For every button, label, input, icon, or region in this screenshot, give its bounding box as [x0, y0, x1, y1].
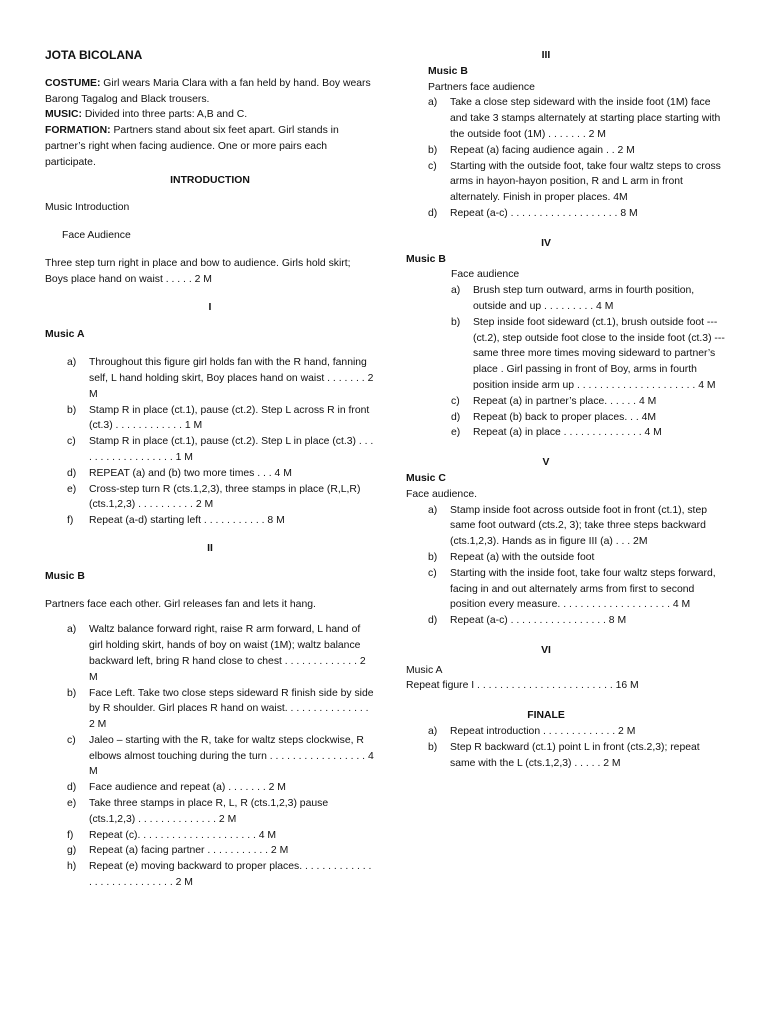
step-text: Repeat (b) back to proper places. . . 4M: [473, 411, 657, 423]
step-text: Waltz balance forward right, raise R arm forward, L hand of girl holding skirt, hands of boy on waist (1M); waltz balance backward left, bring R hand close to chest . . . . . . . . . . . . . 2 M: [89, 624, 366, 683]
step-text: Stamp R in place (ct.1), pause (ct.2). Step L in place (ct.3) . . . . . . . . . . . . . . . . . . 1 M: [89, 436, 374, 463]
list-item: [67, 403, 375, 435]
document-title: JOTA BICOLANA: [45, 48, 143, 62]
step-marker: a): [451, 285, 461, 297]
list-item: [451, 410, 726, 426]
step-text: Repeat (e) moving backward to proper places. . . . . . . . . . . . . . . . . . . . . . . . . . . . 2 M: [89, 861, 372, 889]
formation-label: FORMATION:: [45, 125, 111, 137]
list-item: [67, 733, 375, 780]
step-marker: d): [67, 782, 77, 794]
step-text: Repeat (a) with the outside foot: [450, 551, 595, 563]
formation-text: Partners stand about six feet apart. Girl stands in partner’s right when facing audience. One or more pairs each participate.: [45, 125, 339, 168]
step-text: Repeat (a-d) starting left . . . . . . . . . . . 8 M: [89, 515, 285, 527]
list-item: [428, 95, 726, 142]
step-text: Cross-step turn R (cts.1,2,3), three stamps in place (R,L,R) (cts.1,2,3) . . . . . . . . . . 2 M: [89, 483, 361, 511]
figure-6-music: Music A: [406, 664, 443, 676]
step-text: Repeat (a-c) . . . . . . . . . . . . . . . . . 8 M: [450, 615, 627, 627]
list-item: [451, 394, 726, 410]
step-marker: b): [67, 687, 77, 699]
list-item: [428, 206, 726, 222]
figure-4-heading: IV: [541, 237, 551, 249]
figure-4-description: Face audience: [451, 269, 520, 281]
step-marker: c): [451, 395, 460, 407]
step-marker: b): [428, 551, 438, 563]
list-item: [428, 550, 726, 566]
list-item: [451, 283, 726, 315]
step-marker: e): [451, 427, 461, 439]
list-item: [428, 143, 726, 159]
figure-3-heading: III: [541, 50, 551, 61]
figure-1-steps: [45, 355, 375, 529]
figure-5-steps: [406, 503, 726, 629]
step-marker: b): [67, 404, 77, 416]
step-text: Stamp R in place (ct.1), pause (ct.2). Step L across R in front (ct.3) . . . . . . . . . . . . 1 M: [89, 404, 370, 432]
step-text: Stamp inside foot across outside foot in front (ct.1), step same foot outward (cts.2, 3); take three steps backward (cts.1,2,3). Hands as in figure III (a) . . . 2M: [450, 504, 708, 548]
step-marker: f): [67, 515, 74, 527]
step-marker: c): [67, 436, 76, 448]
figure-4-steps: [451, 283, 726, 441]
face-audience-label: Face Audience: [62, 230, 131, 242]
figure-2-steps: [45, 622, 375, 891]
step-text: Take three stamps in place R, L, R (cts.1,2,3) pause (cts.1,2,3) . . . . . . . . . . . . . . 2 M: [89, 798, 329, 825]
list-item: [67, 686, 375, 733]
formation-paragraph: [45, 123, 375, 170]
figure-2-description: Partners face each other. Girl releases fan and lets it hang.: [45, 598, 316, 610]
figure-2-heading: II: [207, 542, 213, 554]
figure-6-heading: VI: [541, 644, 551, 656]
list-item: [67, 622, 375, 685]
list-item: [428, 724, 726, 740]
list-item: [428, 503, 726, 550]
step-marker: e): [67, 798, 77, 810]
music-label: MUSIC:: [45, 109, 82, 121]
figure-3-music: Music B: [428, 65, 468, 77]
music-paragraph: [45, 107, 375, 123]
step-marker: a): [428, 726, 438, 738]
step-text: Jaleo – starting with the R, take for waltz steps clockwise, R elbows almost touching during the turn . . . . . . . . . . . . . . . . . 4 M: [89, 734, 374, 778]
step-marker: a): [428, 97, 438, 109]
introduction-heading: INTRODUCTION: [170, 174, 250, 186]
step-marker: d): [428, 615, 438, 627]
list-item: [67, 828, 375, 844]
costume-text: Girl wears Maria Clara with a fan held by hand. Boy wears Barong Tagalog and Black trousers.: [45, 77, 371, 105]
figure-1-music: Music A: [45, 329, 85, 341]
step-text: Starting with the outside foot, take four waltz steps to cross arms in hayon-hayon position, R and L arm in front alternately. Finish in proper places. 4M: [450, 160, 721, 204]
list-item: [451, 315, 726, 394]
list-item: [428, 566, 726, 613]
costume-label: COSTUME:: [45, 77, 101, 89]
finale-steps: [406, 724, 726, 771]
list-item: [67, 466, 375, 482]
list-item: [67, 843, 375, 859]
step-text: Take a close step sideward with the inside foot (1M) face and take 3 stamps alternately at starting place starting with the outside foot (1M) . . . . . . . 2 M: [450, 97, 721, 140]
step-marker: b): [428, 741, 438, 753]
list-item: [67, 513, 375, 529]
step-text: Repeat introduction . . . . . . . . . . . . . 2 M: [450, 726, 636, 738]
figure-5-description: Face audience.: [406, 488, 478, 500]
step-marker: d): [428, 207, 438, 219]
list-item: [67, 796, 375, 828]
step-text: Step R backward (ct.1) point L in front (cts.2,3); repeat same with the L (cts.1,2,3) . . . . . 2 M: [450, 741, 700, 769]
step-marker: a): [428, 504, 438, 516]
list-item: [451, 425, 726, 441]
figure-6-description: Repeat figure I . . . . . . . . . . . . . . . . . . . . . . . . 16 M: [406, 680, 639, 692]
list-item: [67, 780, 375, 796]
step-text: REPEAT (a) and (b) two more times . . . 4 M: [89, 467, 292, 479]
right-column: [406, 48, 726, 771]
step-marker: a): [67, 357, 77, 369]
step-text: Face Left. Take two close steps sideward R finish side by side by R shoulder. Girl places R hand on waist. . . . . . . . . . . . . . . 2 M: [89, 687, 374, 731]
step-marker: a): [67, 624, 77, 636]
music-introduction: Music Introduction: [45, 202, 130, 214]
step-text: Face audience and repeat (a) . . . . . . . 2 M: [89, 782, 286, 794]
list-item: [428, 740, 726, 772]
step-text: Repeat (a) in place . . . . . . . . . . . . . . 4 M: [473, 427, 662, 439]
step-marker: d): [67, 467, 77, 479]
list-item: [428, 159, 726, 206]
figure-4-music: Music B: [406, 253, 446, 265]
figure-5-music: Music C: [406, 472, 446, 484]
step-text: Repeat (a) facing audience again . . 2 M: [450, 144, 635, 156]
step-text: Repeat (a) facing partner . . . . . . . . . . . 2 M: [89, 845, 289, 857]
step-marker: c): [428, 567, 437, 579]
step-marker: b): [451, 316, 461, 328]
step-marker: g): [67, 845, 77, 857]
step-marker: h): [67, 861, 77, 873]
list-item: [67, 355, 375, 402]
step-text: Repeat (c). . . . . . . . . . . . . . . . . . . . . 4 M: [89, 829, 277, 841]
step-marker: e): [67, 483, 77, 495]
step-marker: f): [67, 829, 74, 841]
list-item: [67, 434, 375, 466]
list-item: [67, 482, 375, 514]
figure-5-heading: V: [542, 457, 550, 469]
step-marker: c): [428, 160, 437, 172]
step-text: Repeat (a) in partner’s place. . . . . . 4 M: [473, 395, 657, 407]
figure-1-heading: I: [208, 301, 212, 313]
introduction-description: Three step turn right in place and bow to audience. Girls hold skirt; Boys place hand on waist . . . . . 2 M: [45, 257, 351, 285]
list-item: [428, 613, 726, 629]
step-text: Starting with the inside foot, take four waltz steps forward, facing in and out alternately arms from first to second position every measure. . . . . . . . . . . . . . . . . . . . 4 M: [450, 567, 716, 611]
step-text: Repeat (a-c) . . . . . . . . . . . . . . . . . . . 8 M: [450, 207, 638, 219]
step-marker: c): [67, 734, 76, 746]
left-column: [45, 48, 375, 891]
finale-heading: FINALE: [527, 710, 565, 722]
costume-paragraph: [45, 76, 375, 108]
music-text: Divided into three parts: A,B and C.: [81, 109, 248, 121]
step-text: Throughout this figure girl holds fan with the R hand, fanning self, L hand holding skirt, Boy places hand on waist . . . . . . . 2 M: [89, 357, 374, 400]
figure-3-description: Partners face audience: [428, 81, 535, 93]
list-item: [67, 859, 375, 891]
step-marker: b): [428, 144, 438, 156]
figure-3-steps: [428, 95, 726, 221]
step-text: Brush step turn outward, arms in fourth position, outside and up . . . . . . . . . 4 M: [473, 285, 695, 312]
step-text: Step inside foot sideward (ct.1), brush outside foot --- (ct.2), step outside foot close to the inside foot (ct.3) --- same three more times moving sideward to partner’s place . Girl passing in front of Boy, arms in fourth position inside arm up . . . . . . . . . . . . . . . . . . . . . 4 M: [473, 316, 725, 391]
step-marker: d): [451, 411, 461, 423]
figure-2-music: Music B: [45, 570, 85, 582]
